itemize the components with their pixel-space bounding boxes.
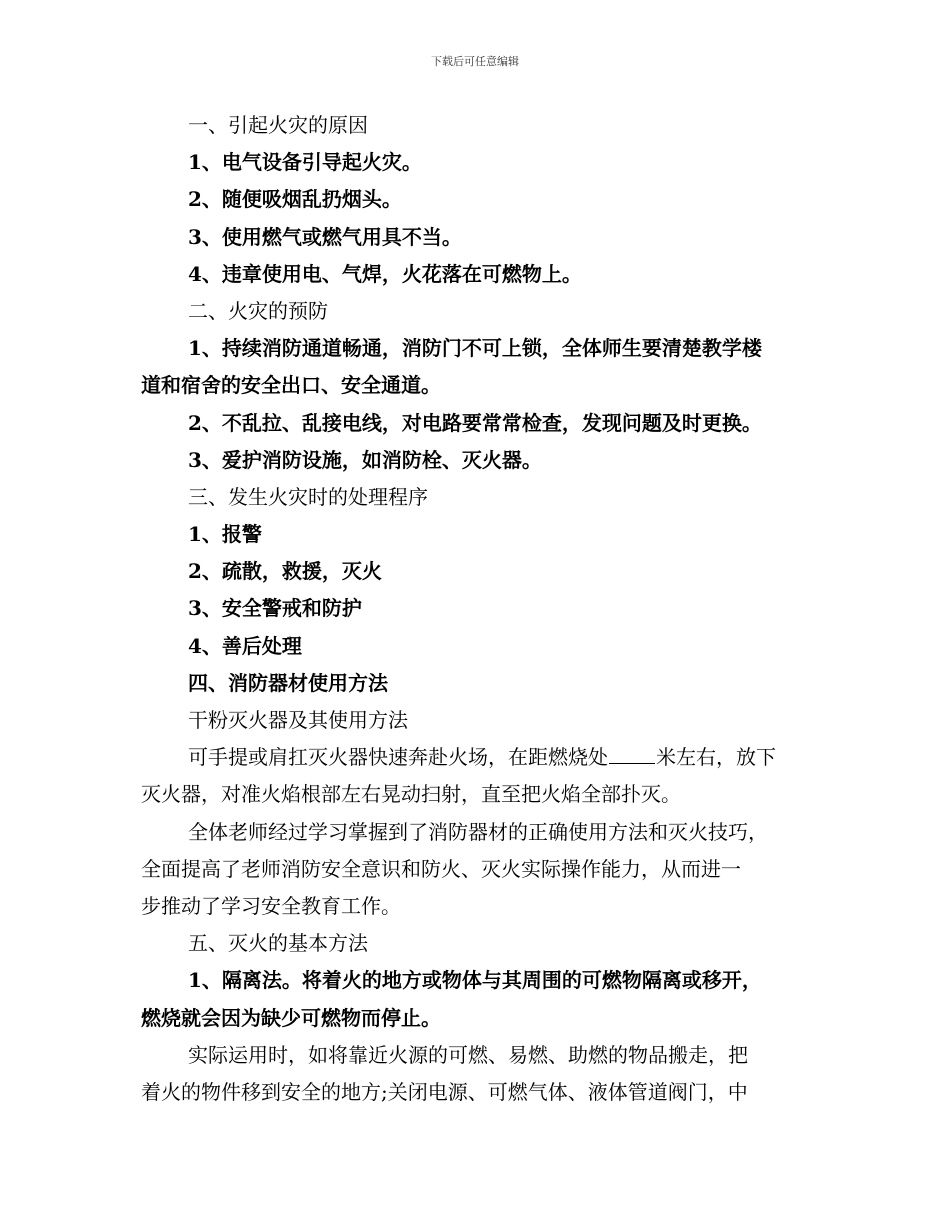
list-item: 2、随便吸烟乱扔烟头。 — [188, 187, 402, 212]
list-item: 2、疏散，救援，灭火 — [188, 559, 382, 584]
paragraph-line: 全面提高了老师消防安全意识和防火、灭火实际操作能力，从而进一 — [141, 856, 741, 881]
list-item: 3、安全警戒和防护 — [188, 596, 362, 621]
list-item: 4、违章使用电、气焊，火花落在可燃物上。 — [188, 261, 582, 286]
list-item-continuation: 燃烧就会因为缺少可燃物而停止。 — [141, 1005, 441, 1030]
paragraph-text: 米左右，放下 — [656, 745, 776, 770]
paragraph-line: 实际运用时，如将靠近火源的可燃、易燃、助燃的物品搬走，把 — [188, 1042, 748, 1067]
document-body — [141, 107, 813, 1111]
paragraph-line: 灭火器，对准火焰根部左右晃动扫射，直至把火焰全部扑灭。 — [141, 782, 681, 807]
subheading: 干粉灭火器及其使用方法 — [188, 708, 408, 732]
paragraph-line: 全体老师经过学习掌握到了消防器材的正确使用方法和灭火技巧， — [188, 819, 768, 844]
list-item: 1、电气设备引导起火灾。 — [188, 150, 422, 175]
paragraph-line — [141, 739, 813, 776]
fill-in-blank — [609, 743, 655, 764]
list-item: 1、报警 — [188, 522, 262, 547]
list-item: 2、不乱拉、乱接电线，对电路要常常检查，发现问题及时更换。 — [188, 410, 762, 435]
section-heading-3: 三、发生火灾时的处理程序 — [188, 484, 428, 509]
section-heading-5: 五、灭火的基本方法 — [188, 931, 368, 956]
section-heading-4: 四、消防器材使用方法 — [188, 670, 388, 695]
section-heading-2: 二、火灾的预防 — [188, 298, 328, 323]
paragraph-line: 着火的物件移到安全的地方;关闭电源、可燃气体、液体管道阀门，中 — [141, 1079, 748, 1104]
list-item: 4、善后处理 — [188, 633, 302, 658]
page-header: 下载后可任意编辑 — [431, 55, 519, 68]
list-item: 3、爱护消防设施，如消防栓、灭火器。 — [188, 447, 542, 472]
section-heading-1: 一、引起火灾的原因 — [188, 113, 368, 137]
list-item: 1、持续消防通道畅通，消防门不可上锁，全体师生要清楚教学楼 — [188, 336, 762, 361]
paragraph-text: 可手提或肩扛灭火器快速奔赴火场，在距燃烧处 — [188, 745, 608, 770]
list-item: 1、隔离法。将着火的地方或物体与其周围的可燃物隔离或移开， — [188, 968, 762, 993]
list-item: 3、使用燃气或燃气用具不当。 — [188, 224, 462, 249]
paragraph-line: 步推动了学习安全教育工作。 — [141, 893, 401, 918]
list-item-continuation: 道和宿舍的安全出口、安全通道。 — [141, 373, 441, 398]
